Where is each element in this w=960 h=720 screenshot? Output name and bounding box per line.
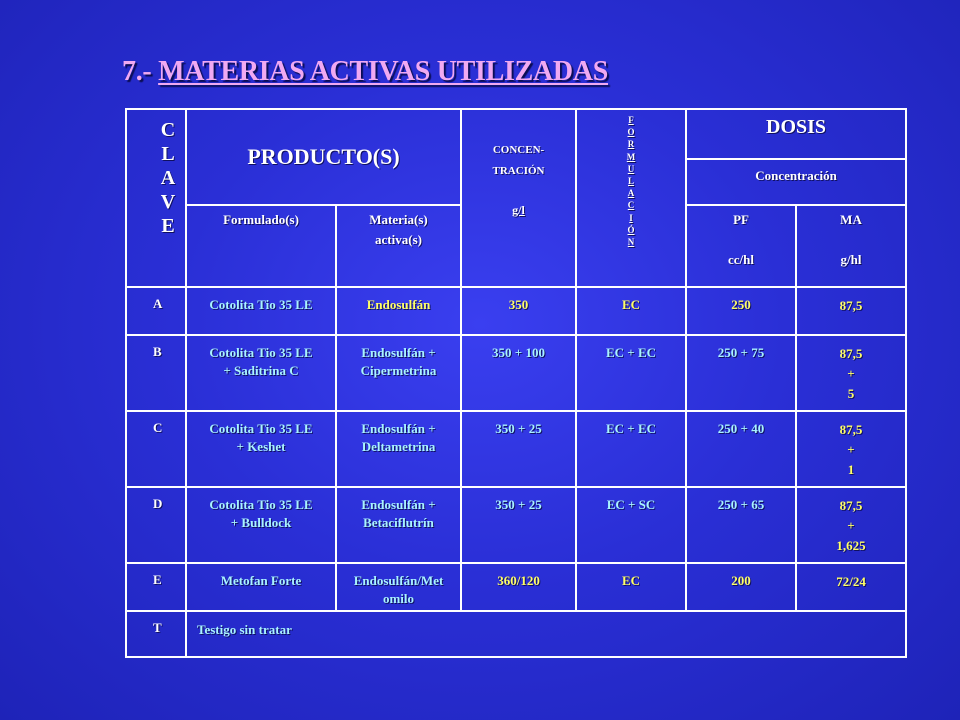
table-row bbox=[126, 563, 906, 611]
ma-cell: 72/24 bbox=[796, 563, 906, 611]
formulacion-cell: EC + EC bbox=[576, 335, 686, 411]
formulacion-cell: EC bbox=[576, 287, 686, 335]
formulacion-cell: EC + SC bbox=[576, 487, 686, 563]
pf-header: PF cc/hl bbox=[686, 205, 796, 287]
materia-cell: Endosulfán + Betaciflutrín bbox=[336, 487, 461, 563]
ma-cell: 87,5 bbox=[796, 287, 906, 335]
materia-cell: Endosulfán + Deltametrina bbox=[336, 411, 461, 487]
dosis-concentracion-header: Concentración bbox=[686, 159, 906, 205]
clave-cell: E bbox=[126, 563, 186, 611]
clave-cell: A bbox=[126, 287, 186, 335]
materia-cell: Endosulfán/Met omilo bbox=[336, 563, 461, 611]
ma-cell: 87,5 + 1,625 bbox=[796, 487, 906, 563]
materia-cell: Endosulfán + Cipermetrina bbox=[336, 335, 461, 411]
pf-cell: 250 + 75 bbox=[686, 335, 796, 411]
pf-cell: 250 + 40 bbox=[686, 411, 796, 487]
materias-table bbox=[125, 108, 907, 658]
ma-cell: 87,5 + 5 bbox=[796, 335, 906, 411]
testigo-cell: Testigo sin tratar bbox=[186, 611, 906, 657]
clave-cell: C bbox=[126, 411, 186, 487]
pf-cell: 200 bbox=[686, 563, 796, 611]
ma-header: MA g/hl bbox=[796, 205, 906, 287]
clave-header: C L A V E bbox=[126, 109, 186, 287]
formulacion-cell: EC bbox=[576, 563, 686, 611]
formulado-cell: Metofan Forte bbox=[186, 563, 336, 611]
formulado-header: Formulado(s) bbox=[186, 205, 336, 287]
formulado-cell: Cotolita Tio 35 LE + Keshet bbox=[186, 411, 336, 487]
slide-title bbox=[122, 56, 608, 88]
ma-cell: 87,5 + 1 bbox=[796, 411, 906, 487]
pf-cell: 250 + 65 bbox=[686, 487, 796, 563]
formulacion-header: F O R M U L A C I Ó N bbox=[576, 109, 686, 287]
table-row bbox=[126, 287, 906, 335]
formulado-cell: Cotolita Tio 35 LE + Bulldock bbox=[186, 487, 336, 563]
concentracion-cell: 350 bbox=[461, 287, 576, 335]
title-prefix: 7.- bbox=[122, 56, 159, 87]
concentracion-cell: 360/120 bbox=[461, 563, 576, 611]
concentracion-cell: 350 + 100 bbox=[461, 335, 576, 411]
table-row bbox=[126, 611, 906, 657]
title-text: MATERIAS ACTIVAS UTILIZADAS bbox=[158, 56, 609, 87]
table-row bbox=[126, 487, 906, 563]
producto-header: PRODUCTO(S) bbox=[186, 109, 461, 205]
table-row bbox=[126, 411, 906, 487]
formulado-cell: Cotolita Tio 35 LE + Saditrina C bbox=[186, 335, 336, 411]
concentracion-cell: 350 + 25 bbox=[461, 411, 576, 487]
clave-cell: T bbox=[126, 611, 186, 657]
concentracion-cell: 350 + 25 bbox=[461, 487, 576, 563]
table-row bbox=[126, 335, 906, 411]
clave-cell: D bbox=[126, 487, 186, 563]
materia-header: Materia(s) activa(s) bbox=[336, 205, 461, 287]
formulado-cell: Cotolita Tio 35 LE bbox=[186, 287, 336, 335]
concentracion-header: CONCEN- TRACIÓN g/l bbox=[461, 109, 576, 287]
formulacion-cell: EC + EC bbox=[576, 411, 686, 487]
materia-cell: Endosulfán bbox=[336, 287, 461, 335]
pf-cell: 250 bbox=[686, 287, 796, 335]
clave-cell: B bbox=[126, 335, 186, 411]
dosis-header: DOSIS bbox=[686, 109, 906, 159]
